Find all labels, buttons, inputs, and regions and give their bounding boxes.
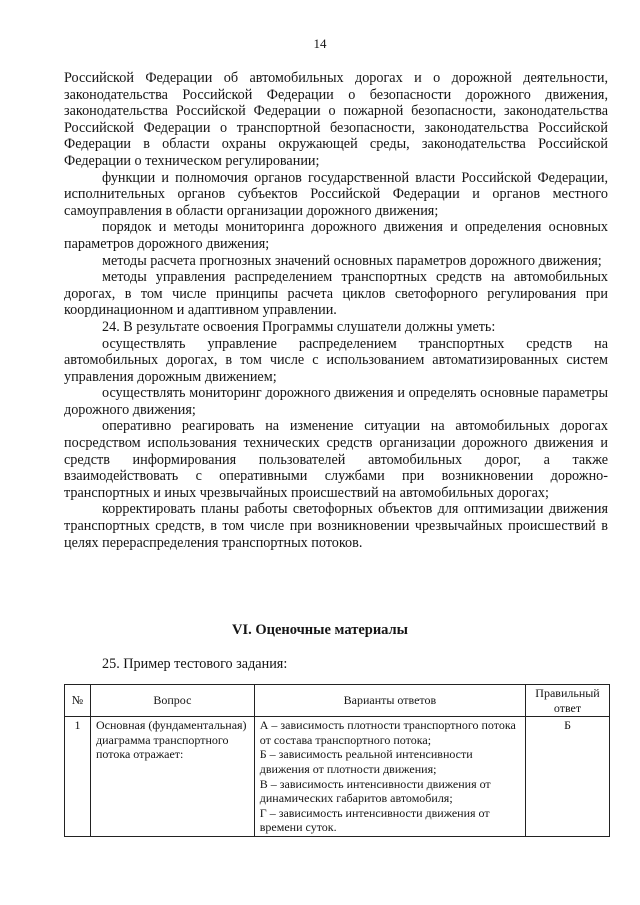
header-question: Вопрос — [90, 685, 254, 717]
option-b: Б – зависимость реальной интенсивности движения от плотности движения; — [259, 747, 473, 776]
paragraph-item-24: 24. В результате освоения Программы слушатели должны уметь: — [102, 318, 496, 335]
option-d: Г – зависимость интенсивности движения от времени суток. — [259, 805, 490, 835]
row-question: Основная (фундаментальная) диаграмма транспортного потока отражает: — [90, 717, 254, 837]
test-intro: 25. Пример тестового задания: — [102, 656, 288, 672]
paragraph: осуществлять мониторинг дорожного движения и определять основные параметры дорожного движения; — [64, 385, 608, 418]
option-a: А – зависимость плотности транспортного потока от состава транспортного потока; — [259, 718, 516, 747]
paragraph: функции и полномочия органов государственной власти Российской Федерации, исполнительных органов субъектов Российской Федерации и органов местного самоуправления в области организации дорожного движения; — [64, 169, 608, 219]
table-header-row — [65, 685, 610, 717]
header-num: № — [65, 685, 91, 717]
table-row — [65, 717, 610, 837]
section-title: VI. Оценочные материалы — [231, 622, 409, 638]
test-table — [64, 684, 610, 837]
header-options: Варианты ответов — [254, 685, 525, 717]
option-c: В – зависимость интенсивности движения от динамических габаритов автомобиля; — [259, 776, 491, 806]
header-answer: Правильный ответ — [526, 685, 610, 717]
paragraph: порядок и методы мониторинга дорожного движения и определения основных параметров дорожного движения; — [64, 219, 608, 252]
paragraph: оперативно реагировать на изменение ситуации на автомобильных дорогах посредством использования технических средств организации дорожного движения и средств информирования пользователей автомобильных дорог, а также взаимодействовать с оперативными службами при возникновении дорожно-транспортных и иных чрезвычайных происшествий на автомобильных дорогах; — [64, 418, 608, 501]
paragraph: методы расчета прогнозных значений основных параметров дорожного движения; — [102, 252, 602, 269]
page-number: 14 — [313, 36, 327, 51]
body-text — [64, 70, 608, 551]
row-num: 1 — [65, 717, 91, 837]
paragraph: корректировать планы работы светофорных объектов для оптимизации движения транспортных средств, в том числе при возникновении чрезвычайных происшествий в целях перераспределения транспортных потоков. — [64, 501, 608, 551]
row-answer: Б — [526, 717, 610, 837]
paragraph: методы управления распределением транспортных средств на автомобильных дорогах, в том числе принципы расчета циклов светофорного регулирования при координационном и адаптивном управлении. — [64, 269, 608, 319]
paragraph: Российской Федерации об автомобильных дорогах и о дорожной деятельности, законодательства Российской Федерации о безопасности дорожного движения, законодательства Российской Федерации о пожарной безопасности, законодательства Российской Федерации о транспортной безопасности, законодательства Российской Федерации в области охраны окружающей среды, законодательства Российской Федерации о техническом регулировании; — [64, 70, 608, 169]
paragraph: осуществлять управление распределением транспортных средств на автомобильных дорогах, в том числе с использованием автоматизированных систем управления дорожным движением; — [64, 335, 608, 385]
row-options — [254, 717, 525, 837]
